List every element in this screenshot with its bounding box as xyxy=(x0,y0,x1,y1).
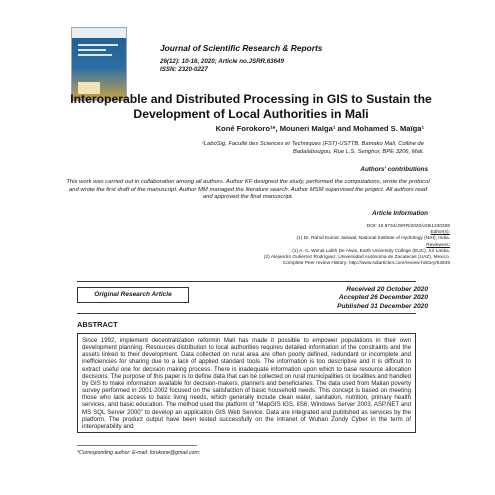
journal-citation: 26(12): 10-16, 2020; Article no.JSRR.63649 xyxy=(160,58,284,65)
article-history xyxy=(160,224,450,267)
divider-top xyxy=(77,281,416,282)
author-list: Koné Forokoro¹*, Mouneri Maïga¹ and Mohamed S. Maïga¹ xyxy=(215,124,424,133)
article-type-box: Original Research Article xyxy=(77,287,189,303)
contributions-text: This work was carried out in collaboration among all authors. Author KF designed the study, performed the computations, wrote the protocol and wrote the first draft of the manuscript. Author MM managed the literature search. Author MSM supervised the project. All authors read and approved the final manuscript. xyxy=(66,179,430,201)
journal-issn: ISSN: 2320-0227 xyxy=(160,66,208,74)
cover-band xyxy=(72,28,126,38)
journal-meta xyxy=(160,58,284,75)
journal-cover-image xyxy=(72,28,126,100)
cover-text-lines xyxy=(78,44,118,59)
publication-dates xyxy=(0,286,428,311)
corresponding-author-footnote: *Corresponding author: E-mail: forokone@gmail.com; xyxy=(77,450,201,456)
editors-label: Editor(s): xyxy=(430,230,450,236)
review-history-link[interactable]: Complete Peer review History: http://www.sdiarticle4.com/review-history/63649 xyxy=(282,261,450,267)
received-date: Received 20 October 2020 xyxy=(346,286,428,293)
reviewer-2: (2) Alejandro Gutiérrez Rodríguez, Universidad Autónoma de Zacatecas (UAZ), Mexico. xyxy=(263,255,450,261)
footnote-rule xyxy=(77,445,197,446)
paper-title: Interoperable and Distributed Processing in GIS to Sustain the Development of Local Authorities in Mali xyxy=(70,92,432,121)
affiliation-line-2: Badalabougou, Rue L.S. Senghor, BPE 3206, Mali. xyxy=(292,148,424,155)
affiliation xyxy=(180,141,424,156)
published-date: Published 31 December 2020 xyxy=(337,302,428,310)
reviewer-1: (1) A. C. Wimal Lalith De Alwis, Earth University College (EUC), Sri Lanka. xyxy=(292,248,450,254)
journal-name: Journal of Scientific Research & Reports xyxy=(160,43,323,53)
contributions-heading: Authors' contributions xyxy=(360,166,428,173)
accepted-date: Accepted 26 December 2020 xyxy=(338,294,428,302)
editor-1: (1) Dr. Rahul Kumar Jaiswal, National Institute of Hydrology (NIH), India. xyxy=(296,236,450,242)
doi: DOI: 10.9734/JSRR/2020/v26i1230336 xyxy=(366,224,450,229)
reviewers-label: Reviewers: xyxy=(426,242,450,248)
abstract-box xyxy=(77,333,416,433)
abstract-text: Since 1992, implement decentralization reformin Mali has made it possible to empower populations in their own development planning. Resources distribution to local authorities requires detailed information of the constraints and the assets linked to their development. Data collected on rural area are often poorly defined, redundant or incomplete and inefficiencies for sharing due to a lack of applied standard tools. The information is too descriptive and it is difficult to extract useful one for decision making process. There is inadequate information upon which to base resource allocation decisions. The purpose of this paper is to define data that can be collected on rural municipalities or localities and handled by GIS to make information available for decision-makers, planners and beneficiaries. The data used from Malian poverty survey performed in 2001-2002 focused on the satisfaction of basic household needs. This concept is based on meeting those who lack access to basic living needs, which generally include clean water, sanitation, nutrition, primary health services, and basic education. The method used the platform of "MapGIS IGS, IIS6, Windows Server 2003, ASP.NET and MS SQL Server 2000" to develop an application GIS Web Service. Data are integrated and published as services by the platform. The product output have been tested successfully on the intranet of Wuhan Zondy Cyber in the term of interoperability and xyxy=(82,337,411,430)
abstract-heading: ABSTRACT xyxy=(77,320,118,329)
article-info-heading: Article Information xyxy=(372,210,428,217)
divider-bottom xyxy=(77,313,416,314)
affiliation-line-1: ¹LaboSig, Faculté des Sciences et Techniques (FST)-USTTB, Bamako Mali. Colline de xyxy=(201,141,424,147)
